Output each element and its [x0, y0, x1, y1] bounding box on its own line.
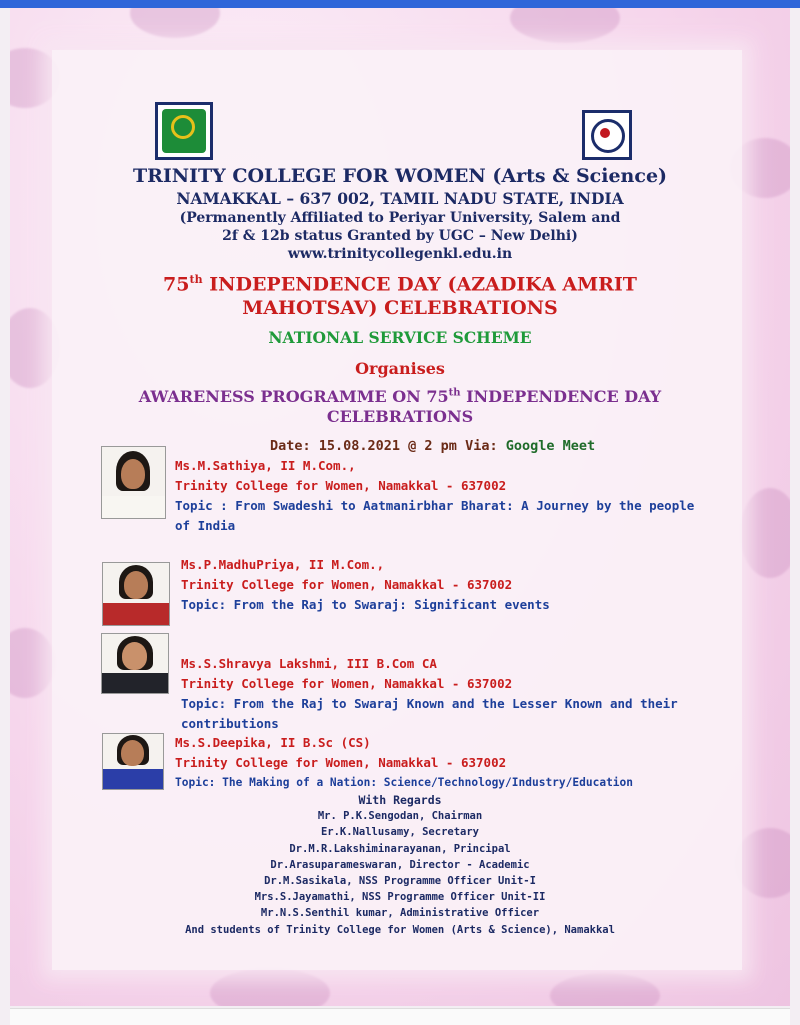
speaker-block: [181, 654, 678, 734]
organiser-name: NATIONAL SERVICE SCHEME: [268, 328, 532, 347]
speaker-college: Trinity College for Women, Namakkal - 637002: [175, 755, 507, 770]
speaker-topic: Topic: From the Raj to Swaraj: Significant events: [181, 597, 550, 612]
speaker-photo: [102, 562, 170, 626]
speaker-topic-cont: of India: [175, 518, 236, 533]
regards-line: Mr.N.S.Senthil kumar, Administrative Officer: [260, 907, 540, 920]
speaker-name: Ms.S.Deepika, II B.Sc (CS): [175, 735, 371, 750]
top-bar: [0, 0, 800, 8]
speaker-photo: [101, 633, 169, 694]
regards-line: Dr.Arasuparameswaran, Director - Academic: [270, 858, 530, 871]
regards-line: Er.K.Nallusamy, Secretary: [320, 826, 480, 839]
college-name: TRINITY COLLEGE FOR WOMEN (Arts & Science): [132, 165, 668, 187]
speaker-topic: Topic : From Swadeshi to Aatmanirbhar Bharat: A Journey by the people: [175, 498, 695, 513]
speaker-photo: [101, 446, 166, 519]
speaker-block: [175, 733, 633, 793]
event-date: Date: 15.08.2021 @ 2 pm Via: Google Meet: [270, 438, 596, 454]
programme-title-line-1: AWARENESS PROGRAMME ON 75th INDEPENDENCE DAY: [138, 387, 662, 406]
speaker-topic: Topic: From the Raj to Swaraj Known and the Lesser Known and their: [181, 696, 678, 711]
regards-line: Dr.M.R.Lakshiminarayanan, Principal: [289, 842, 511, 855]
speaker-photo: [102, 733, 164, 790]
regards-line: And students of Trinity College for Women (Arts & Science), Namakkal: [185, 923, 615, 936]
regards-line: Mr. P.K.Sengodan, Chairman: [317, 810, 483, 823]
event-title-line-1: 75th INDEPENDENCE DAY (AZADIKA AMRIT: [163, 273, 637, 296]
event-title-line-2: MAHOTSAV) CELEBRATIONS: [242, 297, 558, 319]
college-address: NAMAKKAL – 637 002, TAMIL NADU STATE, INDIA: [176, 189, 624, 208]
speaker-block: [181, 555, 550, 615]
page-footer-strip: [10, 1008, 790, 1025]
speaker-name: Ms.S.Shravya Lakshmi, III B.Com CA: [181, 656, 437, 671]
speaker-name: Ms.M.Sathiya, II M.Com.,: [175, 458, 356, 473]
college-logo-icon: [155, 102, 213, 160]
speaker-topic: Topic: The Making of a Nation: Science/Technology/Industry/Education: [175, 776, 634, 789]
nss-logo-icon: [582, 110, 632, 160]
speaker-block: [175, 456, 694, 536]
regards-block: [0, 792, 800, 938]
regards-line: Dr.M.Sasikala, NSS Programme Officer Unit-I: [264, 875, 536, 888]
speaker-name: Ms.P.MadhuPriya, II M.Com.,: [181, 557, 385, 572]
affiliation-line-1: (Permanently Affiliated to Periyar University, Salem and: [179, 210, 621, 226]
regards-heading: With Regards: [358, 793, 442, 807]
organises-label: Organises: [355, 359, 445, 378]
speaker-college: Trinity College for Women, Namakkal - 637002: [181, 577, 513, 592]
speaker-college: Trinity College for Women, Namakkal - 637002: [181, 676, 513, 691]
affiliation-line-2: 2f & 12b status Granted by UGC – New Delhi): [222, 228, 578, 244]
programme-title-line-2: CELEBRATIONS: [326, 407, 474, 426]
speaker-college: Trinity College for Women, Namakkal - 637002: [175, 478, 507, 493]
college-website: www.trinitycollegenkl.edu.in: [287, 246, 513, 262]
speaker-topic-cont: contributions: [181, 716, 279, 731]
regards-line: Mrs.S.Jayamathi, NSS Programme Officer Unit-II: [254, 891, 546, 904]
